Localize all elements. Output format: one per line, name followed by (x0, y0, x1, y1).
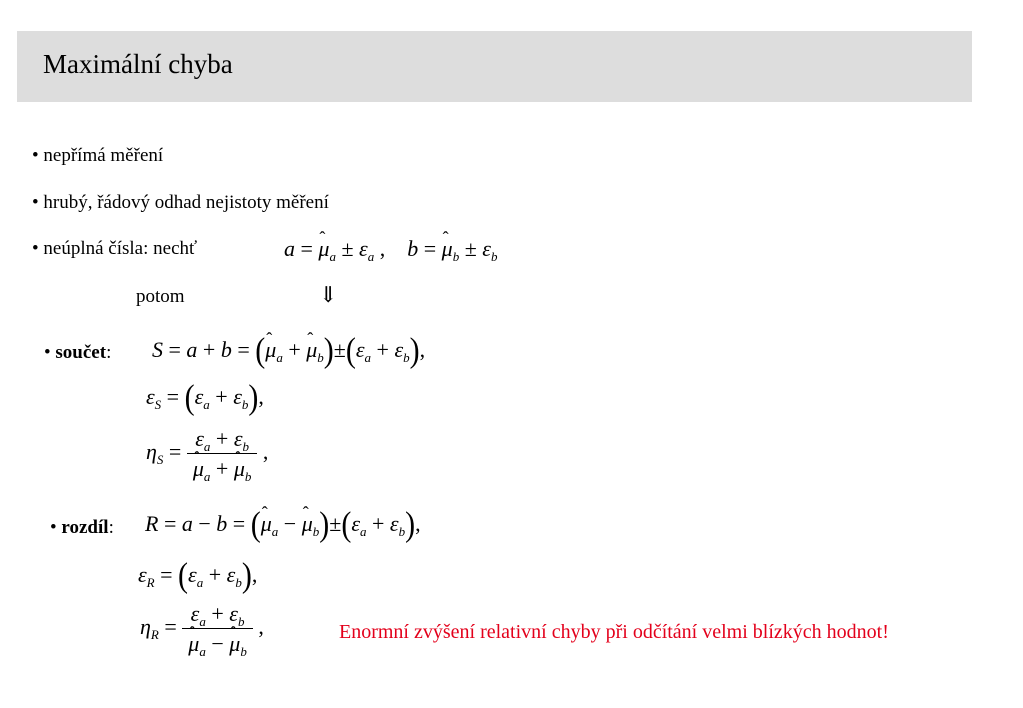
rozdil-label: rozdíl (61, 517, 109, 538)
formula-a-b-definition: a = ˆ $\mu_a \pm \varepsilon_a$ , b = ˆ $\mu_b \pm \varepsilon_b$ (284, 238, 497, 260)
formula-sum-abs-error: $\varepsilon_S = (\varepsilon_a + \varepsilon_b)$, (146, 378, 264, 417)
potom-label: potom (136, 286, 185, 307)
soucet-heading: • součet: (44, 342, 112, 363)
title-band (17, 31, 972, 102)
rozdil-heading: • rozdíl: (50, 517, 114, 538)
implies-arrow: ⇓ (319, 282, 338, 307)
formula-sum: S = a + b = (ˆ $\mu_a$ + ˆ $\mu_b)\pm(\varepsilon_a + \varepsilon_b)$, (152, 336, 425, 366)
bullet-incomplete-numbers: • neúplná čísla: nechť (32, 238, 198, 259)
formula-diff-rel-error: $\eta_R$ = $\varepsilon_a + \varepsilon_b$ ˆ $\mu_a$ − ˆ $\mu_b$ , (140, 603, 264, 655)
bullet-rough-estimate: • hrubý, řádový odhad nejistoty měření (32, 192, 329, 213)
formula-difference: R = a − b = (ˆ $\mu_a$ − ˆ $\mu_b)\pm(\varepsilon_a + \varepsilon_b)$, (145, 510, 421, 540)
soucet-label: součet (55, 342, 107, 363)
slide-title: Maximální chyba (43, 49, 233, 79)
bullet-indirect-measurements: • nepřímá měření (32, 145, 164, 166)
warning-note: Enormní zvýšení relativní chyby při odčítání velmi blízkých hodnot! (339, 621, 889, 643)
formula-sum-rel-error: $\eta_S$ = $\varepsilon_a + \varepsilon_b$ ˆ $\mu_a$ + ˆ $\mu_b$ , (146, 428, 268, 480)
formula-diff-abs-error: $\varepsilon_R = (\varepsilon_a + \varepsilon_b)$, (138, 556, 258, 595)
